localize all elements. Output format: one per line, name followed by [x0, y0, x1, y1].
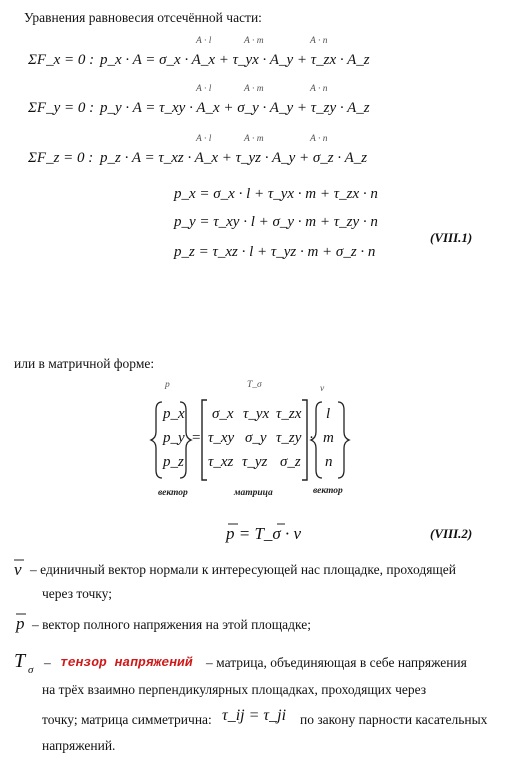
top-label-v: ν [320, 384, 325, 394]
note-x-m: A · m [244, 36, 264, 46]
sum-fy-label: ΣF_y = 0 : [28, 100, 95, 116]
def-p-symbol: p [16, 614, 25, 633]
vec-p-x: p_x [163, 406, 185, 422]
def-t-text-1: – матрица, объединяющая в себе напряжения [206, 655, 467, 670]
equation-label-2: (VIII.2) [430, 526, 473, 541]
sum-fz-label: ΣF_z = 0 : [28, 150, 94, 166]
result-pz: p_z = τ_xz · l + τ_yz · m + σ_z · n [174, 244, 376, 260]
note-y-l: A · l [196, 84, 212, 94]
note-z-n: A · n [310, 134, 328, 144]
tensor-21: τ_xy [208, 430, 235, 446]
sum-fx-label: ΣF_x = 0 : [28, 52, 95, 68]
equals-sign: = [192, 430, 201, 446]
def-t-text-5: напряжений. [42, 738, 116, 753]
matrix-intro: или в матричной форме: [14, 356, 155, 371]
def-t-text-4: по закону парности касательных [300, 712, 488, 727]
def-t-text-2: на трёх взаимно перпендикулярных площадках, проходящих через [42, 682, 427, 697]
tensor-11: σ_x [212, 406, 234, 422]
def-p-text: – вектор полного напряжения на этой площадке; [32, 617, 312, 632]
def-t-subscript: σ [28, 664, 34, 676]
top-label-p: p [165, 380, 170, 390]
vec-p-z: p_z [163, 454, 184, 470]
note-z-m: A · m [244, 134, 264, 144]
caption-vector-v: вектор [313, 486, 343, 496]
tensor-23: τ_zy [276, 430, 302, 446]
tensor-13: τ_zx [276, 406, 302, 422]
note-y-n: A · n [310, 84, 328, 94]
tensor-term: тензор напряжений [60, 655, 193, 670]
def-t-dash: – [44, 655, 51, 670]
sum-fx-equation: p_x · A = σ_x · A_x + τ_yx · A_y + τ_zx · A_z [100, 52, 370, 68]
caption-vector-p: вектор [158, 488, 188, 498]
note-x-n: A · n [310, 36, 328, 46]
note-y-m: A · m [244, 84, 264, 94]
tensor-33: σ_z [280, 454, 301, 470]
def-t-symbol: T [14, 650, 26, 672]
result-py: p_y = τ_xy · l + σ_y · m + τ_zy · n [174, 214, 378, 230]
tensor-22: σ_y [245, 430, 267, 446]
def-v-text-1: – единичный вектор нормали к интересующей нас площадке, проходящей [30, 562, 457, 577]
equation-label-1: (VIII.1) [430, 230, 473, 245]
result-px: p_x = σ_x · l + τ_yx · m + τ_zx · n [174, 186, 378, 202]
note-x-l: A · l [196, 36, 212, 46]
vec-v-m: m [323, 430, 334, 446]
top-label-t: T_σ [247, 380, 262, 390]
vec-v-n: n [325, 454, 333, 470]
def-t-text-3: точку; матрица симметрична: [42, 712, 212, 727]
note-z-l: A · l [196, 134, 212, 144]
def-v-text-2: через точку; [42, 586, 112, 601]
section-heading: Уравнения равновесия отсечённой части: [24, 10, 262, 25]
tensor-31: τ_xz [208, 454, 234, 470]
tensor-12: τ_yx [243, 406, 270, 422]
tensor-32: τ_yz [242, 454, 268, 470]
sum-fy-equation: p_y · A = τ_xy · A_x + σ_y · A_y + τ_zy · A_z [100, 100, 370, 116]
def-v-symbol: ν [14, 560, 22, 579]
vec-p-y: p_y [163, 430, 185, 446]
compact-equation: p = T_σ · ν [226, 524, 302, 543]
vec-v-l: l [326, 406, 331, 422]
dot-sign: · [309, 430, 314, 446]
caption-matrix: матрица [234, 488, 273, 498]
sum-fz-equation: p_z · A = τ_xz · A_x + τ_yz · A_y + σ_z · A_z [100, 150, 368, 166]
symmetry-equation: τ_ij = τ_ji [222, 707, 287, 724]
